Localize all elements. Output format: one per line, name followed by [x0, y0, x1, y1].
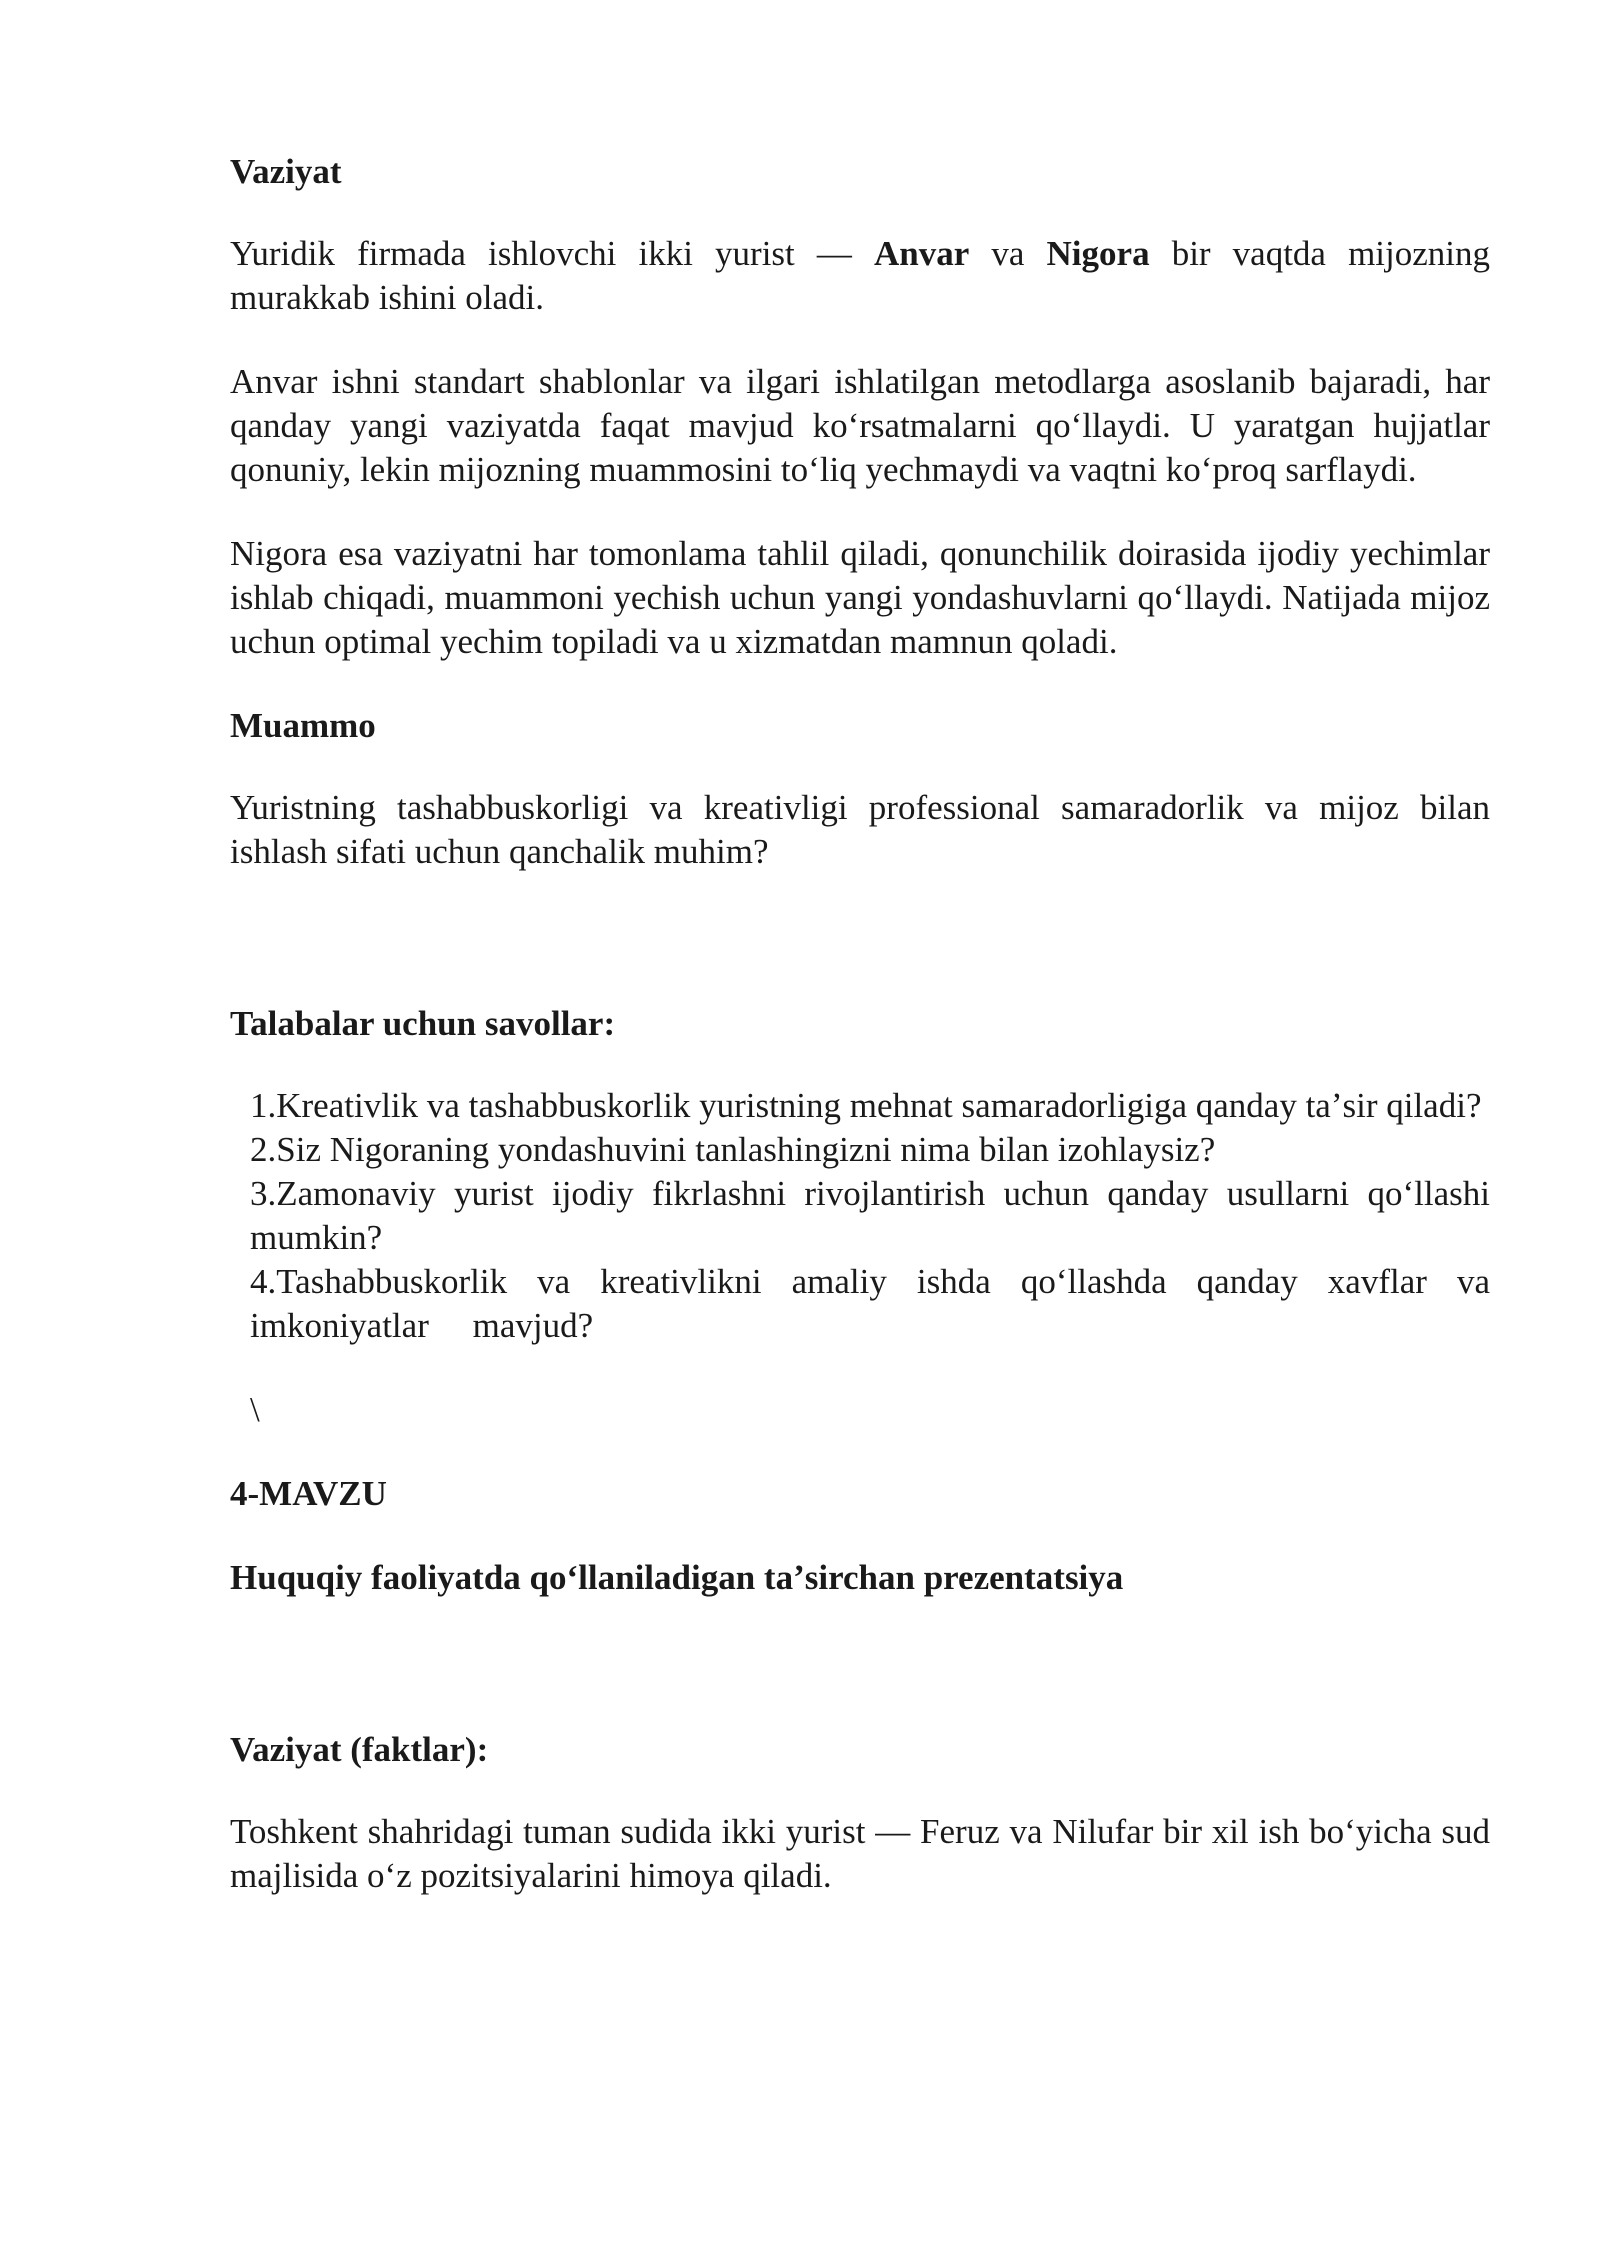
topic-number: 4-MAVZU — [230, 1474, 387, 1513]
document-page — [230, 150, 1499, 1898]
intro-text-post: bir vaqtda mijozning murakkab ishini oladi. — [230, 234, 1491, 317]
topic-title: Huquqiy faoliyatda qoʻllaniladigan taʼsirchan prezentatsiya — [230, 1558, 1124, 1597]
section-heading-questions: Talabalar uchun savollar: — [230, 1004, 616, 1043]
paragraph-facts: Toshkent shahridagi tuman sudida ikki yurist — Feruz va Nilufar bir xil ish boʻyicha sud majlisida oʻz pozitsiyalarini himoya qiladi. — [230, 1812, 1490, 1895]
section-heading-muammo: Muammo — [230, 706, 376, 745]
question-item-4: 4.Tashabbuskorlik va kreativlikni amaliy ishda qoʻllashda qanday xavflar va imkoniyatlar mavjud? — [250, 1262, 1499, 1345]
paragraph-intro — [230, 232, 1490, 320]
question-item-1: 1.Kreativlik va tashabbuskorlik yuristning mehnat samaradorligiga qanday taʼsir qiladi? — [250, 1086, 1482, 1125]
questions-list — [250, 1084, 1499, 1348]
paragraph-anvar: Anvar ishni standart shablonlar va ilgari ishlatilgan metodlarga asoslanib bajaradi, har qanday yangi vaziyatda faqat mavjud koʻrsatmalarni qoʻllaydi. U yaratgan hujjatlar qonuniy, lekin mijozning muammosini toʻliq yechmaydi va vaqtni koʻproq sarflaydi. — [230, 362, 1490, 489]
stray-backslash: \ — [250, 1390, 260, 1429]
paragraph-nigora: Nigora esa vaziyatni har tomonlama tahlil qiladi, qonunchilik doirasida ijodiy yechimlar ishlab chiqadi, muammoni yechish uchun yangi yondashuvlarni qoʻllaydi. Natijada mijoz uchun optimal yechim topiladi va u xizmatdan mamnun qoladi. — [230, 534, 1490, 661]
intro-text-pre: Yuridik firmada ishlovchi ikki yurist — — [230, 234, 852, 273]
intro-text-mid: va — [991, 234, 1025, 273]
name-nigora: Nigora — [1046, 234, 1150, 273]
question-item-2: 2.Siz Nigoraning yondashuvini tanlashingizni nima bilan izohlaysiz? — [250, 1130, 1216, 1169]
question-item-3: 3.Zamonaviy yurist ijodiy fikrlashni rivojlantirish uchun qanday usullarni qoʻllashi mumkin? — [250, 1174, 1490, 1257]
paragraph-problem: Yuristning tashabbuskorligi va kreativligi professional samaradorlik va mijoz bilan ishlash sifati uchun qanchalik muhim? — [230, 788, 1490, 871]
name-anvar: Anvar — [873, 234, 970, 273]
section-heading-vaziyat: Vaziyat — [230, 152, 342, 191]
section-heading-facts: Vaziyat (faktlar): — [230, 1730, 489, 1769]
